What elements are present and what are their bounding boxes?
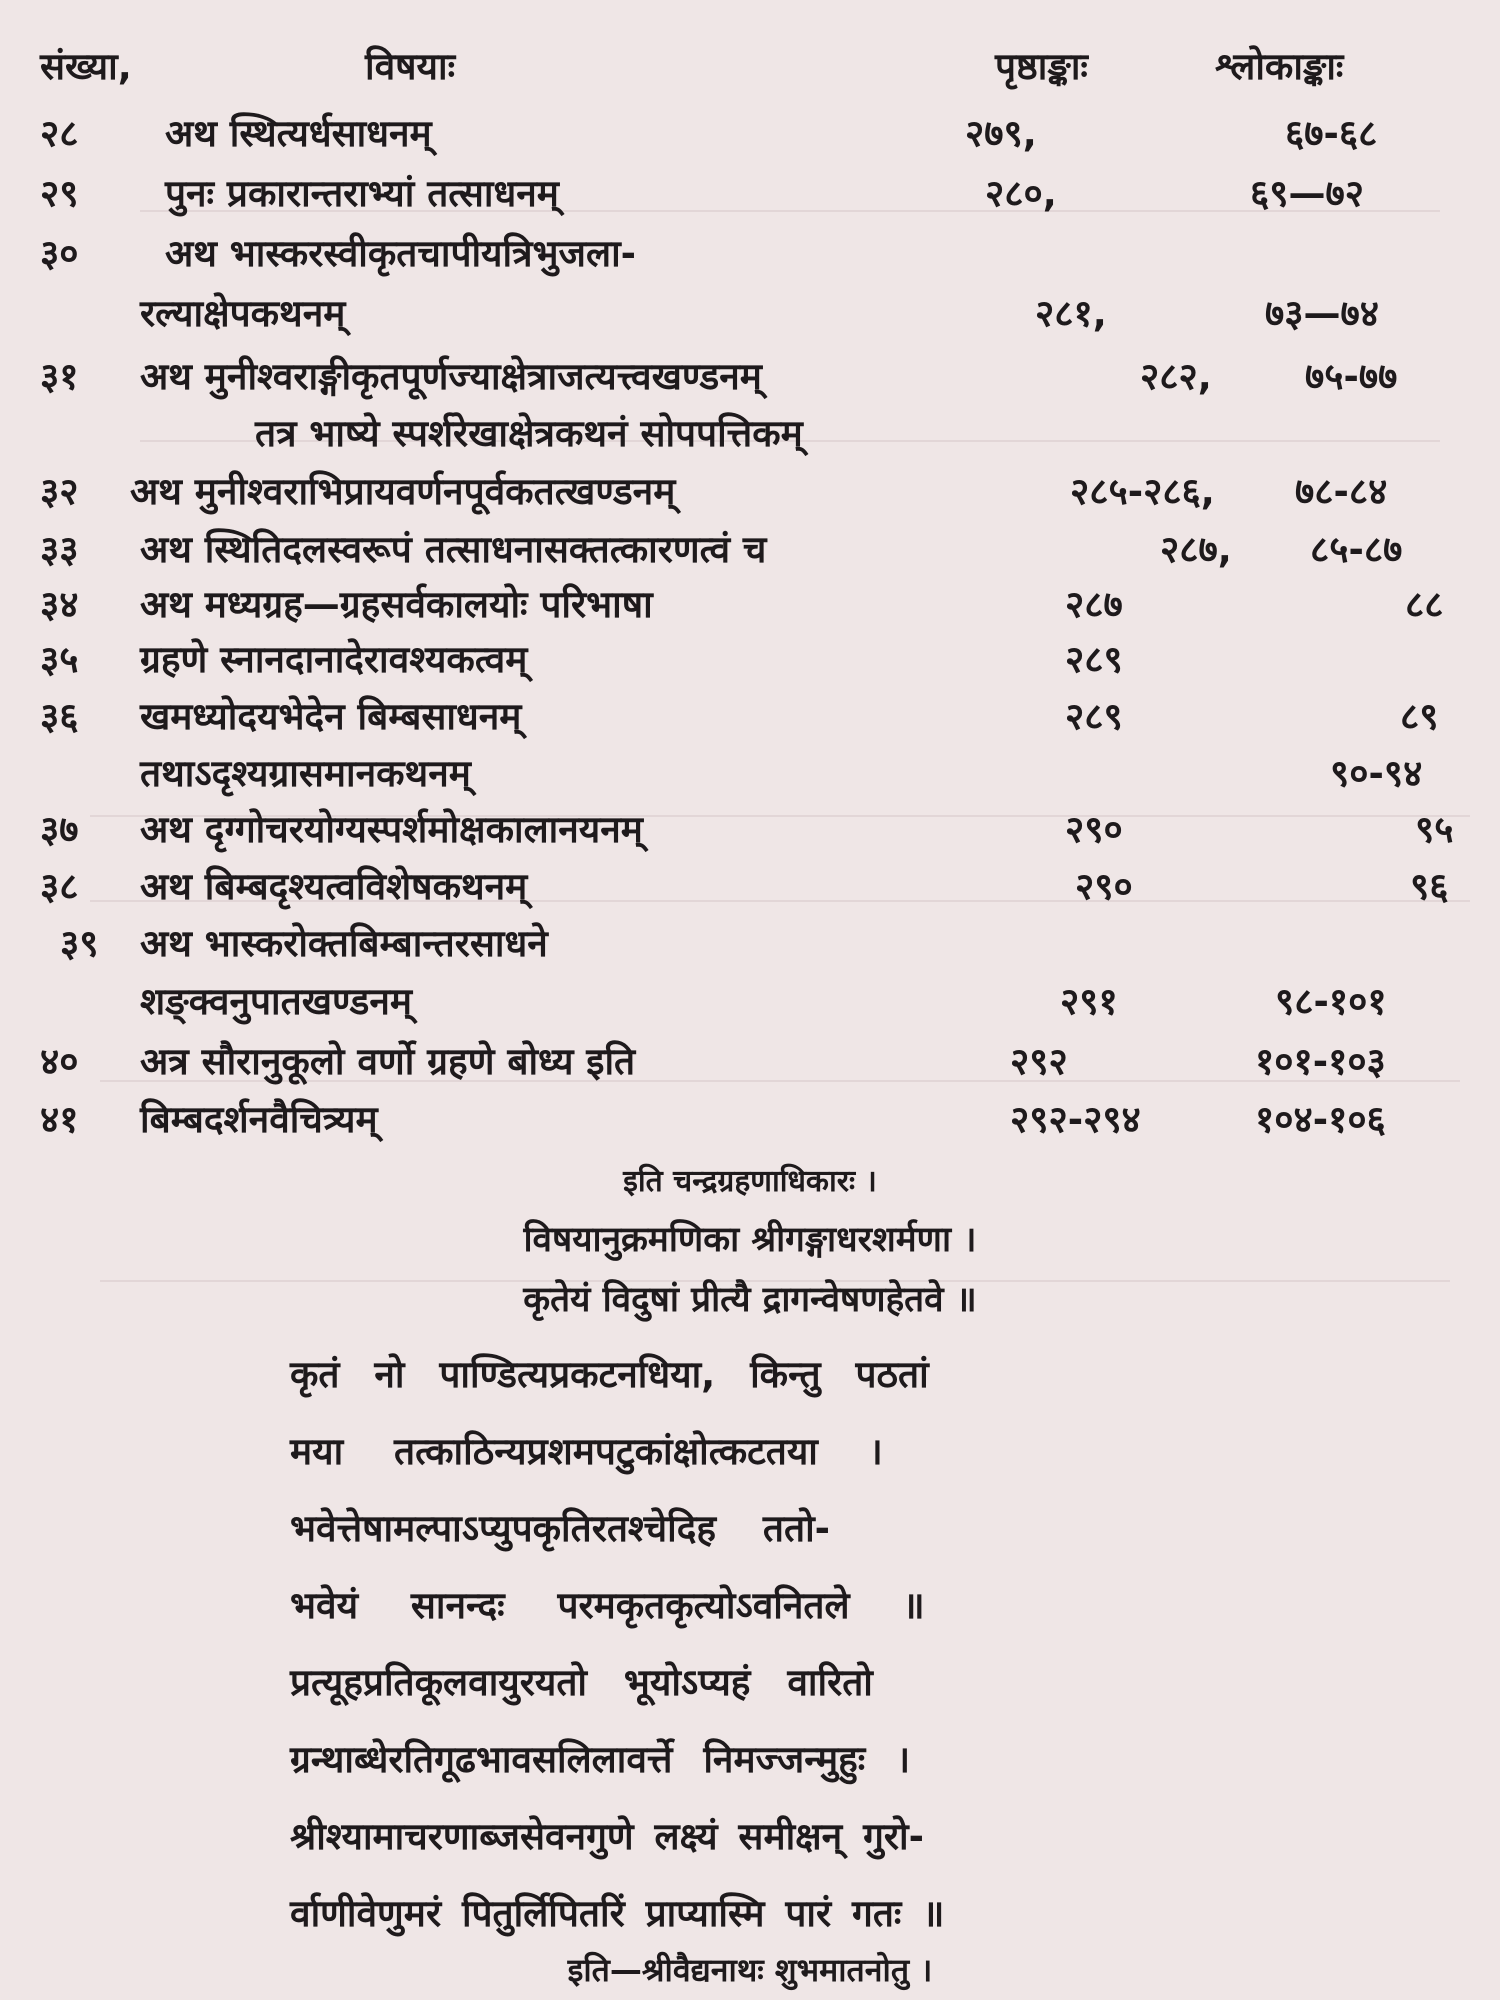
entry-number: ३२ [40,470,79,513]
entry-verses: ८५-८७ [1310,528,1403,571]
entry-verses: ६७-६८ [1285,112,1378,155]
entry-verses: ९६ [1410,865,1449,908]
entry-title: अथ स्थित्यर्धसाधनम् [165,112,432,155]
entry-title: अथ मध्यग्रह—ग्रहसर्वकालयोः परिभाषा [140,583,653,626]
entry-title: अथ मुनीश्वराभिप्रायवर्णनपूर्वकतत्खण्डनम् [130,470,676,513]
entry-number: ४० [40,1040,79,1083]
entry-page: २८०, [985,172,1057,215]
entry-page: २९२-२९४ [1010,1098,1141,1141]
entry-page: २९० [1075,865,1133,908]
verse-line: ग्रन्थाब्धेरतिगूढभावसलिलावर्त्ते निमज्जन्मुहुः । [290,1738,911,1781]
entry-verses: १०४-१०६ [1255,1098,1386,1141]
entry-page: २८७, [1160,528,1232,571]
entry-page: २८९ [1065,638,1123,681]
entry-number: ३५ [40,638,79,681]
entry-title: अथ भास्करोक्तबिम्बान्तरसाधने [140,922,548,965]
entry-page: २८७ [1065,583,1123,626]
entry-title: अथ मुनीश्वराङ्गीकृतपूर्णज्याक्षेत्राजत्यत्त्वखण्डनम् [140,355,762,398]
entry-title: खमध्योदयभेदेन बिम्बसाधनम् [140,695,522,738]
entry-number: ३४ [40,583,79,626]
entry-page: २८१, [1035,292,1107,335]
entry-verses: ८९ [1400,695,1439,738]
entry-number: ३१ [40,355,79,398]
entry-verses: ६९—७२ [1250,172,1364,215]
entry-verses: ९५ [1415,808,1454,851]
verse-line: भवेत्तेषामल्पाऽप्युपकृतिरतश्चेदिह ततो- [290,1507,831,1550]
entry-title: अथ बिम्बदृश्यत्वविशेषकथनम् [140,865,528,908]
header-verse-number: श्लोकाङ्काः [1215,45,1344,88]
entry-number: ३९ [60,922,99,965]
entry-verses: ७३—७४ [1265,292,1379,335]
header-subject: विषयाः [365,45,456,88]
entry-page: २८९ [1065,695,1123,738]
entry-title: अत्र सौरानुकूलो वर्णो ग्रहणे बोध्य इति [140,1040,636,1083]
entry-number: ३८ [40,865,79,908]
entry-title: पुनः प्रकारान्तराभ्यां तत्साधनम् [165,172,559,215]
entry-verses: ७८-८४ [1295,470,1388,513]
entry-number: ३३ [40,528,79,571]
entry-page: २९२ [1010,1040,1068,1083]
entry-page: २७९, [965,112,1037,155]
colophon-line-2: कृतेयं विदुषां प्रीत्यै द्रागन्वेषणहेतवे ॥ [523,1280,977,1320]
entry-title: ग्रहणे स्नानदानादेरावश्यकत्वम् [140,638,528,681]
verse-line: र्वाणीवेणुमरं पितुर्लिपितरिं प्राप्यास्मि पारं गतः ॥ [290,1892,945,1935]
entry-number: ३० [40,232,79,275]
verse-line: कृतं नो पाण्डित्यप्रकटनधिया, किन्तु पठतां [290,1353,929,1396]
entry-verses: ९०-९४ [1330,752,1423,795]
entry-verses: ७५-७७ [1305,355,1398,398]
header-number: संख्या, [40,45,132,88]
entry-verses: १०१-१०३ [1255,1040,1386,1083]
header-page-number: पृष्ठाङ्काः [995,45,1088,88]
entry-title-continued: शङ्क्वनुपातखण्डनम् [140,980,412,1023]
closing-line: इति—श्रीवैद्यनाथः शुभमातनोतु । [567,1951,933,1989]
entry-number: २८ [40,112,79,155]
entry-number: ३७ [40,808,79,851]
entry-title-continued: रल्याक्षेपकथनम् [140,292,346,335]
chapter-end-line: इति चन्द्रग्रहणाधिकारः । [623,1164,877,1199]
verse-line: भवेयं सानन्दः परमकृतकृत्योऽवनितले ॥ [290,1584,925,1627]
entry-verses: ८८ [1405,583,1444,626]
verse-line: मया तत्काठिन्यप्रशमपटुकांक्षोत्कटतया । [290,1430,883,1473]
entry-number: ४१ [40,1098,79,1141]
entry-page: २९१ [1060,980,1118,1023]
colophon-line-1: विषयानुक्रमणिका श्रीगङ्गाधरशर्मणा । [523,1220,977,1260]
entry-title: अथ स्थितिदलस्वरूपं तत्साधनासक्तत्कारणत्वं च [140,528,767,571]
entry-title: बिम्बदर्शनवैचित्र्यम् [140,1098,378,1141]
entry-verses: ९८-१०१ [1275,980,1387,1023]
entry-title: अथ दृग्गोचरयोग्यस्पर्शमोक्षकालानयनम् [140,808,643,851]
verse-line: श्रीश्यामाचरणाब्जसेवनगुणे लक्ष्यं समीक्षन् गुरो- [290,1815,924,1858]
entry-number: २९ [40,172,79,215]
entry-page: २८२, [1140,355,1212,398]
entry-title-continued: तथाऽदृश्यग्रासमानकथनम् [140,752,471,795]
entry-page: २९० [1065,808,1123,851]
entry-page: २८५-२८६, [1070,470,1215,513]
entry-title: अथ भास्करस्वीकृतचापीयत्रिभुजला- [165,232,637,275]
verse-line: प्रत्यूहप्रतिकूलवायुरयतो भूयोऽप्यहं वारितो [290,1661,873,1704]
entry-title-continued: तत्र भाष्ये स्पर्शरेखाक्षेत्रकथनं सोपपत्तिकम् [255,412,803,455]
entry-number: ३६ [40,695,79,738]
